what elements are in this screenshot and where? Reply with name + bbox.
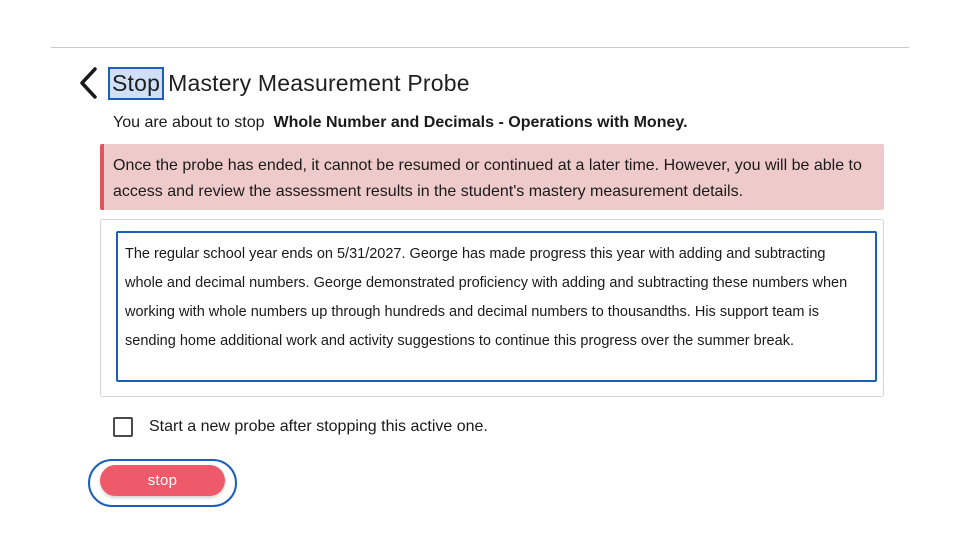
stop-button[interactable]: stop	[100, 465, 225, 496]
page-title	[108, 67, 470, 100]
new-probe-option	[113, 417, 488, 437]
start-new-probe-checkbox[interactable]	[113, 417, 133, 437]
title-highlighted-word: Stop	[108, 67, 164, 100]
back-button[interactable]	[72, 64, 104, 102]
subtitle-prefix: You are about to stop	[113, 114, 265, 131]
stop-confirmation-subtitle	[113, 114, 688, 132]
notes-card	[100, 219, 884, 397]
page-header	[72, 64, 470, 102]
chevron-left-icon	[77, 66, 99, 100]
title-text: Mastery Measurement Probe	[168, 69, 470, 96]
notes-textarea[interactable]: The regular school year ends on 5/31/2027. George has made progress this year with adding and subtracting whole and decimal numbers. George demonstrated proficiency with adding and subtracting these numbers when working with whole numbers up through hundreds and decimal numbers to thousandths. His support team is sending home additional work and activity suggestions to continue this progress over the summer break.	[116, 231, 877, 382]
probe-name: Whole Number and Decimals - Operations with Money.	[273, 114, 688, 131]
warning-alert: Once the probe has ended, it cannot be resumed or continued at a later time. However, you will be able to access and review the assessment results in the student's mastery measurement details.	[100, 144, 884, 210]
top-divider	[51, 47, 909, 48]
start-new-probe-label[interactable]: Start a new probe after stopping this active one.	[149, 418, 488, 435]
